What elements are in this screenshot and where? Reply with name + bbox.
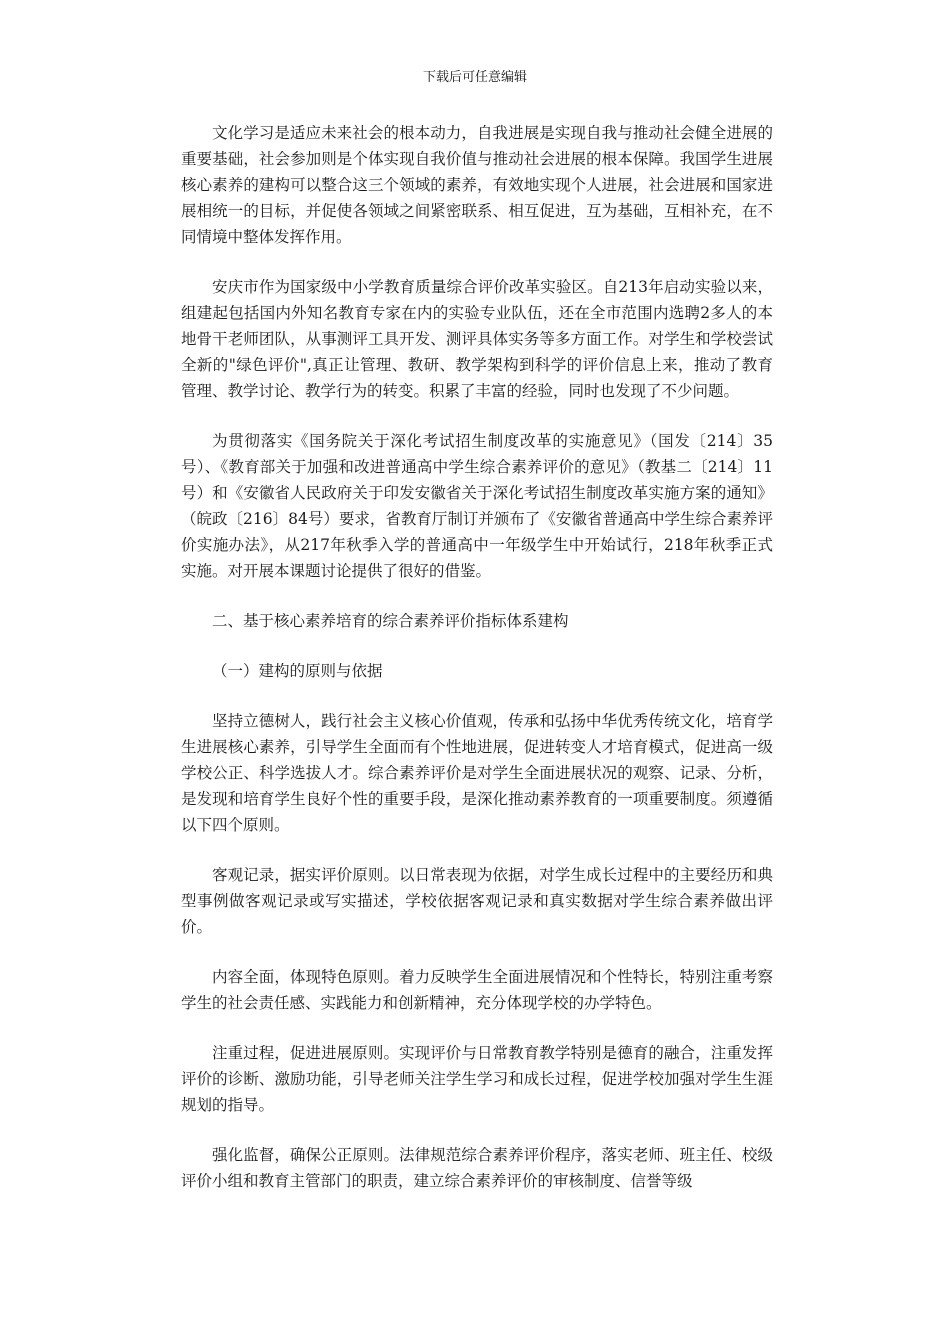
- paragraph-principle-supervision: 强化监督，确保公正原则。法律规范综合素养评价程序，落实老师、班主任、校级评价小组和教育主管部门的职责，建立综合素养评价的审核制度、信誉等级: [181, 1146, 773, 1190]
- paragraph-principle-comprehensive: 内容全面，体现特色原则。着力反映学生全面进展情况和个性特长，特别注重考察学生的社会责任感、实践能力和创新精神，充分体现学校的办学特色。: [181, 968, 773, 1012]
- paragraph-principles-intro: 坚持立德树人，践行社会主义核心价值观，传承和弘扬中华优秀传统文化，培育学生进展核心素养，引导学生全面而有个性地进展，促进转变人才培育模式，促进高一级学校公正、科学选拔人才。综合素养评价是对学生全面进展状况的观察、记录、分析，是发现和培育学生良好个性的重要手段，是深化推动素养教育的一项重要制度。须遵循以下四个原则。: [181, 712, 773, 834]
- paragraph-cultural-learning: 文化学习是适应未来社会的根本动力，自我进展是实现自我与推动社会健全进展的重要基础，社会参加则是个体实现自我价值与推动社会进展的根本保障。我国学生进展核心素养的建构可以整合这三个领域的素养，有效地实现个人进展，社会进展和国家进展相统一的目标，并促使各领域之间紧密联系、相互促进，互为基础，互相补充，在不同情境中整体发挥作用。: [181, 124, 773, 246]
- paragraph-principle-objective: 客观记录，据实评价原则。以日常表现为依据，对学生成长过程中的主要经历和典型事例做客观记录或写实描述，学校依据客观记录和真实数据对学生综合素养做出评价。: [181, 866, 773, 936]
- paragraph-anqing-pilot: 安庆市作为国家级中小学教育质量综合评价改革实验区。自213年启动实验以来，组建起包括国内外知名教育专家在内的实验专业队伍，还在全市范围内选聘2多人的本地骨干老师团队，从事测评工具开发、测评具体实务等多方面工作。对学生和学校尝试全新的"绿色评价",真正让管理、教研、教学架构到科学的评价信息上来，推动了教育管理、教学讨论、教学行为的转变。积累了丰富的经验，同时也发现了不少问题。: [181, 278, 773, 400]
- paragraph-principle-process: 注重过程，促进进展原则。实现评价与日常教育教学特别是德育的融合，注重发挥评价的诊断、激励功能，引导老师关注学生学习和成长过程，促进学校加强对学生生涯规划的指导。: [181, 1044, 773, 1114]
- document-body: [181, 120, 773, 1218]
- subsection-heading: （一）建构的原则与依据: [212, 662, 383, 680]
- paragraph-policy-basis: 为贯彻落实《国务院关于深化考试招生制度改革的实施意见》（国发〔214〕35号）、《教育部关于加强和改进普通高中学生综合素养评价的意见》（教基二〔214〕11号）和《安徽省人民政府关于印发安徽省关于深化考试招生制度改革实施方案的通知》（皖政〔216〕84号）要求，省教育厅制订并颁布了《安徽省普通高中学生综合素养评价实施办法》，从217年秋季入学的普通高中一年级学生中开始试行，218年秋季正式实施。对开展本课题讨论提供了很好的借鉴。: [181, 432, 773, 580]
- page-header: 下载后可任意编辑: [422, 70, 527, 85]
- section-heading: 二、基于核心素养培育的综合素养评价指标体系建构: [212, 612, 569, 630]
